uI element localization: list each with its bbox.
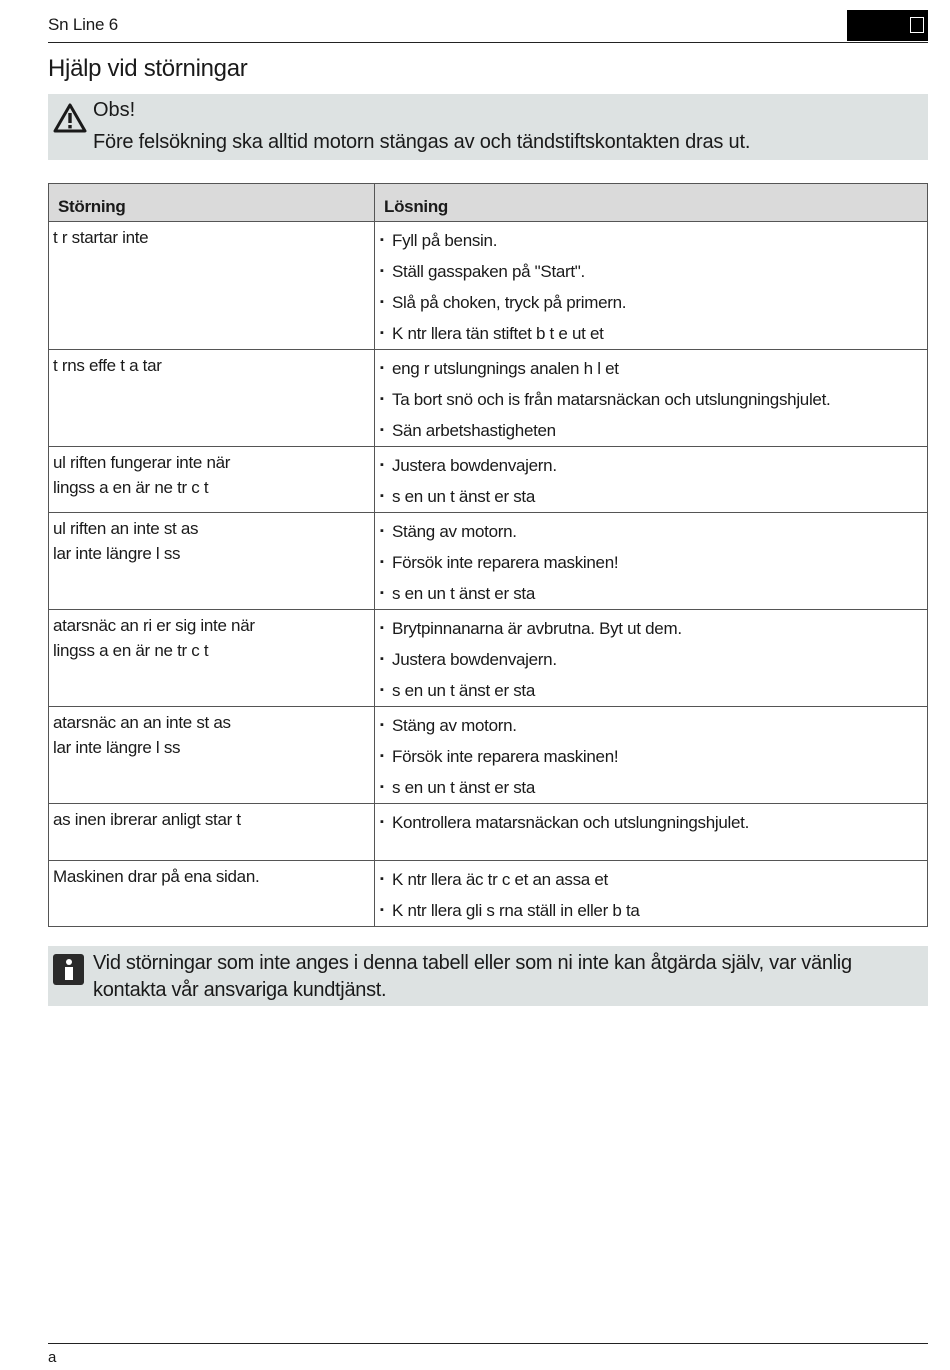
problem-text: atarsnäc an an inte st as (53, 713, 231, 732)
warning-box (48, 94, 928, 160)
solution-item (379, 807, 923, 838)
problem-cell (49, 350, 375, 447)
solution-text: Kontrollera matarsnäckan och utslungningshjulet. (392, 813, 749, 832)
solution-text: Sän arbetshastigheten (392, 421, 556, 440)
page-marker-icon (910, 17, 924, 33)
header-title: Sn Line 6 (48, 15, 119, 34)
bullet-icon: ▪ (380, 424, 384, 436)
solution-item (379, 895, 923, 926)
solution-item (379, 415, 923, 446)
solution-text: K ntr llera äc tr c et an assa et (392, 870, 608, 889)
bullet-icon: ▪ (380, 265, 384, 277)
table-row (49, 707, 928, 804)
warning-label: Obs! (93, 99, 136, 121)
bullet-icon: ▪ (380, 327, 384, 339)
bullet-icon: ▪ (380, 816, 384, 828)
bullet-icon: ▪ (380, 393, 384, 405)
solution-cell (375, 222, 928, 350)
solution-item (379, 450, 923, 481)
solution-item (379, 225, 923, 256)
solution-text: s en un t änst er sta (392, 584, 536, 603)
bullet-icon: ▪ (380, 556, 384, 568)
problem-cell (49, 707, 375, 804)
bullet-icon: ▪ (380, 904, 384, 916)
solution-text: eng r utslungnings analen h l et (392, 359, 619, 378)
solution-item (379, 547, 923, 578)
solution-text: Slå på choken, tryck på primern. (392, 293, 627, 312)
problem-text: lingss a en är ne tr c t (53, 478, 209, 497)
solution-text: Justera bowdenvajern. (392, 650, 557, 669)
solution-text: Försök inte reparera maskinen! (392, 553, 619, 572)
warning-text: Före felsökning ska alltid motorn stängas av och tändstiftskontakten dras ut. (93, 131, 751, 153)
problem-cell (49, 222, 375, 350)
problem-text: ul riften an inte st as (53, 519, 199, 538)
solution-text: Justera bowdenvajern. (392, 456, 557, 475)
bullet-icon: ▪ (380, 719, 384, 731)
problem-cell (49, 513, 375, 610)
solution-cell (375, 350, 928, 447)
solution-text: s en un t änst er sta (392, 681, 536, 700)
table-row (49, 222, 928, 350)
solution-item (379, 675, 923, 706)
solution-text: Brytpinnanarna är avbrutna. Byt ut dem. (392, 619, 682, 638)
bullet-icon: ▪ (380, 490, 384, 502)
solution-text: Fyll på bensin. (392, 231, 498, 250)
solution-cell (375, 610, 928, 707)
bullet-icon: ▪ (380, 459, 384, 471)
problem-text: Maskinen drar på ena sidan. (53, 867, 260, 886)
column-header-solution: Lösning (375, 184, 928, 222)
problem-text: t rns effe t a tar (53, 356, 162, 375)
problem-cell (49, 447, 375, 513)
solution-item (379, 741, 923, 772)
table-row (49, 610, 928, 707)
solution-item (379, 772, 923, 803)
table-row (49, 861, 928, 927)
table-row (49, 513, 928, 610)
solution-item (379, 516, 923, 547)
table-header-row (49, 184, 928, 222)
problem-text: lingss a en är ne tr c t (53, 641, 209, 660)
table-body (49, 222, 928, 927)
problem-cell (49, 610, 375, 707)
solution-item (379, 256, 923, 287)
solution-item (379, 644, 923, 675)
bullet-icon: ▪ (380, 873, 384, 885)
info-box (48, 946, 928, 1006)
solution-item (379, 613, 923, 644)
problem-text: as inen ibrerar anligt star t (53, 810, 241, 829)
solution-text: Försök inte reparera maskinen! (392, 747, 619, 766)
page-header (48, 10, 928, 43)
column-header-problem: Störning (49, 184, 375, 222)
bullet-icon: ▪ (380, 750, 384, 762)
solution-item (379, 481, 923, 512)
table-row (49, 804, 928, 861)
solution-cell (375, 513, 928, 610)
solution-cell (375, 447, 928, 513)
solution-text: Ta bort snö och is från matarsnäckan och utslungningshjulet. (392, 390, 831, 409)
problem-cell (49, 804, 375, 861)
footer-doc-code: a (48, 1349, 57, 1366)
solution-cell (375, 707, 928, 804)
header-page-tab (847, 10, 928, 41)
bullet-icon: ▪ (380, 362, 384, 374)
solution-item (379, 287, 923, 318)
bullet-icon: ▪ (380, 296, 384, 308)
solution-item (379, 710, 923, 741)
solution-item (379, 578, 923, 609)
solution-item (379, 318, 923, 349)
problem-text: lar inte längre l ss (53, 738, 181, 757)
page-footer (48, 1343, 928, 1370)
troubleshooting-table (48, 183, 928, 927)
info-text: Vid störningar som inte anges i denna tabell eller som ni inte kan åtgärda själv, var vänlig kontakta vår ansvariga kundtjänst. (93, 952, 852, 1001)
bullet-icon: ▪ (380, 622, 384, 634)
problem-text: lar inte längre l ss (53, 544, 181, 563)
solution-item (379, 353, 923, 384)
bullet-icon: ▪ (380, 653, 384, 665)
solution-text: K ntr llera gli s rna ställ in eller b ta (392, 901, 640, 920)
solution-item (379, 384, 923, 415)
solution-text: K ntr llera tän stiftet b t e ut et (392, 324, 604, 343)
solution-text: Stäng av motorn. (392, 522, 517, 541)
solution-text: Ställ gasspaken på "Start". (392, 262, 585, 281)
solution-text: Stäng av motorn. (392, 716, 517, 735)
problem-cell (49, 861, 375, 927)
table-row (49, 350, 928, 447)
bullet-icon: ▪ (380, 587, 384, 599)
problem-text: atarsnäc an ri er sig inte när (53, 616, 255, 635)
solution-cell (375, 804, 928, 861)
problem-text: t r startar inte (53, 228, 149, 247)
solution-cell (375, 861, 928, 927)
solution-item (379, 864, 923, 895)
warning-triangle-icon (53, 102, 87, 134)
problem-text: ul riften fungerar inte när (53, 453, 231, 472)
bullet-icon: ▪ (380, 781, 384, 793)
bullet-icon: ▪ (380, 684, 384, 696)
bullet-icon: ▪ (380, 525, 384, 537)
solution-text: s en un t änst er sta (392, 778, 536, 797)
bullet-icon: ▪ (380, 234, 384, 246)
info-icon (53, 954, 84, 985)
table-row (49, 447, 928, 513)
solution-text: s en un t änst er sta (392, 487, 536, 506)
section-title: Hjälp vid störningar (48, 55, 248, 82)
